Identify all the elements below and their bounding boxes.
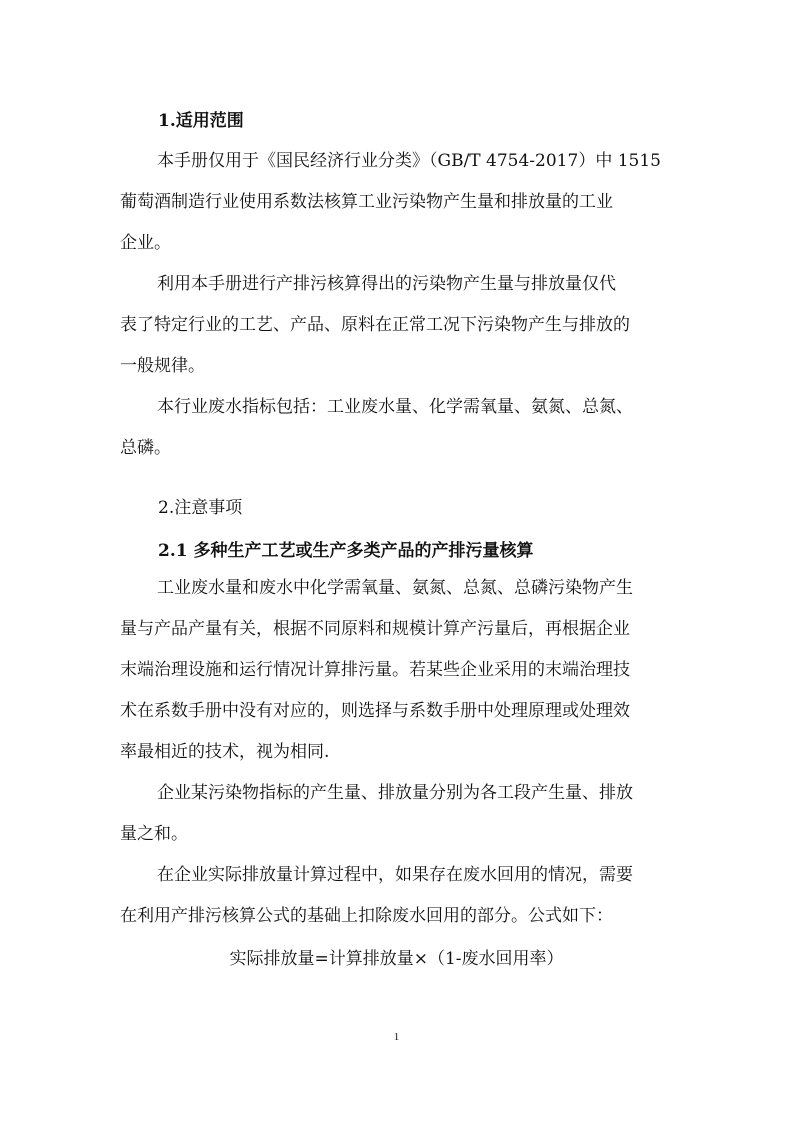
section-2-heading: 2.注意事项 <box>158 498 243 518</box>
text-line: 本行业废水指标包括：工业废水量、化学需氧量、氨氮、总氮、 <box>157 397 633 417</box>
formula: 实际排放量=计算排放量×（1-废水回用率） <box>229 949 564 969</box>
paragraph-notes-1 <box>120 568 672 773</box>
text-line: 在利用产排污核算公式的基础上扣除废水回用的部分。公式如下： <box>120 906 613 926</box>
paragraph-notes-2 <box>120 773 672 855</box>
text-line: 总磷。 <box>120 438 171 458</box>
paragraph-notes-3 <box>120 855 672 937</box>
paragraph-scope-3 <box>120 387 672 469</box>
text-line: 企业。 <box>120 233 171 253</box>
paragraph-scope-1 <box>120 141 672 264</box>
paragraph-scope-2 <box>120 264 672 387</box>
text-line: 率最相近的技术，视为相同. <box>120 742 330 762</box>
section-1-heading: 1.适用范围 <box>158 111 244 131</box>
text-line: 工业废水量和废水中化学需氧量、氨氮、总氮、总磷污染物产生 <box>157 578 633 598</box>
text-line: 本手册仅用于《国民经济行业分类》（GB/T 4754-2017）中 1515 <box>157 151 661 171</box>
page-number: 1 <box>393 1031 400 1043</box>
text-line: 量与产品产量有关，根据不同原料和规模计算产污量后，再根据企业 <box>120 619 630 639</box>
text-line: 术在系数手册中没有对应的，则选择与系数手册中处理原理或处理效 <box>120 701 630 721</box>
text-line: 量之和。 <box>120 824 188 844</box>
text-line: 利用本手册进行产排污核算得出的污染物产生量与排放量仅代 <box>157 274 616 294</box>
section-2-1-heading: 2.1 多种生产工艺或生产多类产品的产排污量核算 <box>158 541 534 561</box>
text-line: 表了特定行业的工艺、产品、原料在正常工况下污染物产生与排放的 <box>120 315 630 335</box>
text-line: 在企业实际排放量计算过程中，如果存在废水回用的情况，需要 <box>157 865 633 885</box>
text-line: 末端治理设施和运行情况计算排污量。若某些企业采用的末端治理技 <box>120 660 630 680</box>
text-line: 葡萄酒制造行业使用系数法核算工业污染物产生量和排放量的工业 <box>120 192 613 212</box>
text-line: 企业某污染物指标的产生量、排放量分别为各工段产生量、排放 <box>157 783 633 803</box>
text-line: 一般规律。 <box>120 356 205 376</box>
